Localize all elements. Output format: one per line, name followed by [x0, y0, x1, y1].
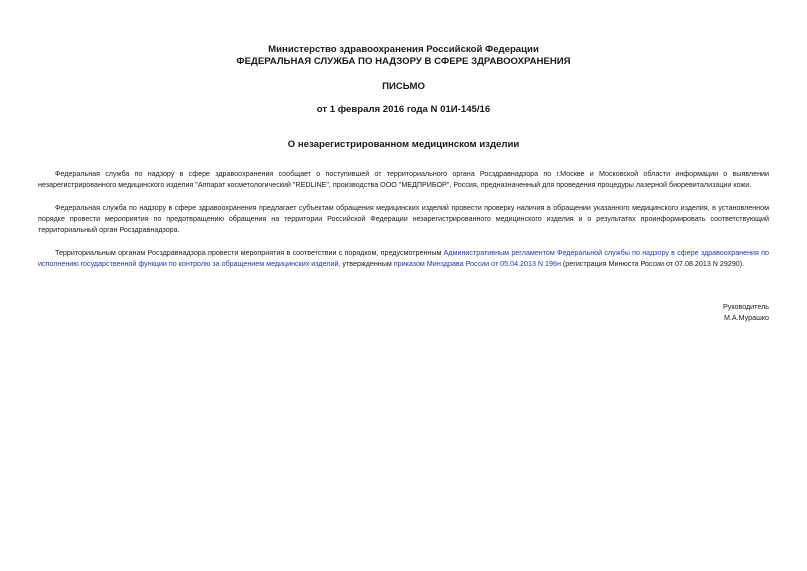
service-name: ФЕДЕРАЛЬНАЯ СЛУЖБА ПО НАДЗОРУ В СФЕРЕ ЗДРАВООХРАНЕНИЯ	[236, 55, 571, 67]
paragraph-2: Федеральная служба по надзору в сфере здравоохранения предлагает субъектам обращения медицинских изделий провести проверку наличия в обращении указанного медицинского изделия, в установленном порядке провести мероприятия по предотвращению обращения на территории Российской Федерации незарегистрированного медицинского изделия и о результатах проинформировать соответствующий территориальный орган Росздравнадзора.	[38, 203, 769, 235]
paragraph-3	[38, 248, 769, 271]
signer-position: Руководитель	[722, 302, 769, 311]
document-header	[38, 44, 769, 67]
document-body	[38, 169, 769, 271]
signer-name: М.А.Мурашко	[723, 313, 769, 322]
signature-block	[38, 302, 769, 325]
order-link[interactable]: приказом Минздрава России от 05.04.2013 N 196н	[393, 260, 561, 269]
regulation-link[interactable]: Административным регламентом Федеральной службы по надзору в сфере здравоохранения по исполнению государственной функции по контролю за обращением медицинских изделий	[38, 249, 769, 269]
ministry-name: Министерство здравоохранения Российской Федерации	[268, 44, 539, 55]
document-type: ПИСЬМО	[382, 81, 425, 92]
paragraph-3-text-1: Территориальным органам Росздравнадзора провести мероприятия в соответствии с порядком, предусмотренным	[55, 249, 444, 258]
document-page	[38, 44, 769, 324]
paragraph-3-text-3: (регистрация Минюста России от 07.08.2013 N 29290).	[560, 260, 745, 269]
paragraph-3-text-2: , утвержденным	[338, 260, 394, 269]
paragraph-1: Федеральная служба по надзору в сфере здравоохранения сообщает о поступившей от территориального органа Росздравнадзора по г.Москве и Московской области информации о выявлении незарегистрированного медицинского изделия "Аппарат косметологический "REDLINE", производства ООО "МЕДПРИБОР", Россия, предназначенный для проведения процедуры лазерной биоревитализации кожи.	[38, 170, 769, 190]
document-date-number: от 1 февраля 2016 года N 01И-145/16	[316, 104, 491, 115]
document-subject: О незарегистрированном медицинском изделии	[287, 139, 520, 150]
